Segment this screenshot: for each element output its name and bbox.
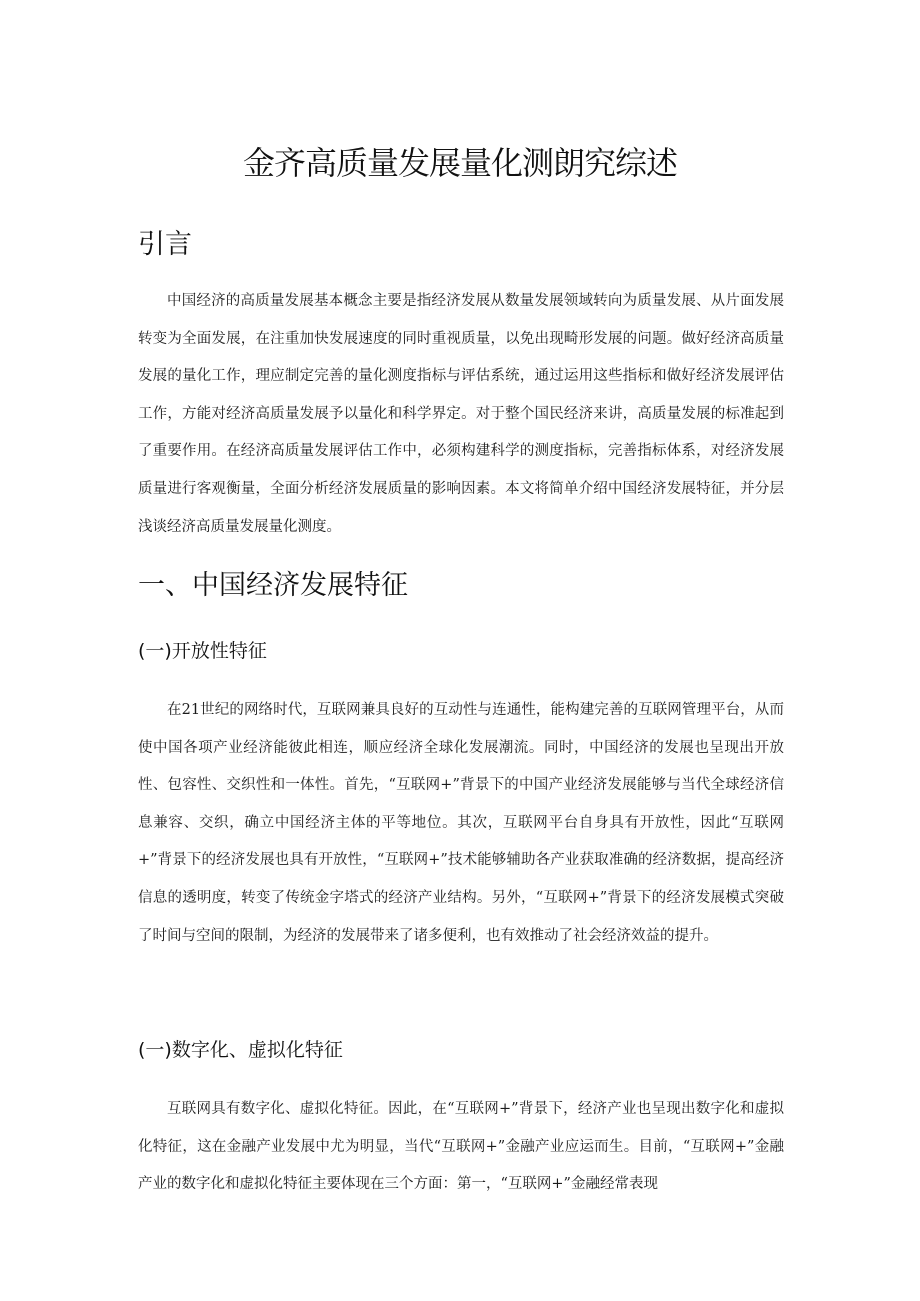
intro-heading: 引言: [138, 229, 192, 260]
section-1-heading: 一、中国经济发展特征: [138, 570, 408, 601]
subsection-openness-paragraph: 在21世纪的网络时代，互联网兼具良好的互动性与连通性，能构建完善的互联网管理平台，从而使中国各项产业经济能彼此相连，顺应经济全球化发展潮流。同时，中国经济的发展也呈现出开放性、包容性、交织性和一体性。首先，“互联网+”背景下的中国产业经济发展能够与当代全球经济信息兼容、交织，确立中国经济主体的平等地位。其次，互联网平台自身具有开放性，因此“互联网+”背景下的经济发展也具有开放性，“互联网+”技术能够辅助各产业获取准确的经济数据，提高经济信息的透明度，转变了传统金字塔式的经济产业结构。另外，“互联网+”背景下的经济发展模式突破了时间与空间的限制，为经济的发展带来了诸多便利，也有效推动了社会经济效益的提升。: [138, 702, 784, 944]
document-title: 金齐高质量发展量化测朗究综述: [242, 144, 677, 182]
subsection-openness-heading: (一)开放性特征: [138, 640, 267, 662]
subsection-digital-heading: (一)数字化、虚拟化特征: [138, 1039, 343, 1061]
subsection-digital-paragraph: 互联网具有数字化、虚拟化特征。因此，在“互联网+”背景下，经济产业也呈现出数字化和虚拟化特征，这在金融产业发展中尤为明显，当代“互联网+”金融产业应运而生。目前，“互联网+”金融产业的数字化和虚拟化特征主要体现在三个方面：第一，“互联网+”金融经常表现: [138, 1101, 784, 1193]
intro-paragraph: 中国经济的高质量发展基本概念主要是指经济发展从数量发展领域转向为质量发展、从片面发展转变为全面发展，在注重加快发展速度的同时重视质量，以免出现畸形发展的问题。做好经济高质量发展的量化工作，理应制定完善的量化测度指标与评估系统，通过运用这些指标和做好经济发展评估工作，方能对经济高质量发展予以量化和科学界定。对于整个国民经济来讲，高质量发展的标准起到了重要作用。在经济高质量发展评估工作中，必须构建科学的测度指标，完善指标体系，对经济发展质量进行客观衡量，全面分析经济发展质量的影响因素。本文将简单介绍中国经济发展特征，并分层浅谈经济高质量发展量化测度。: [138, 293, 784, 535]
